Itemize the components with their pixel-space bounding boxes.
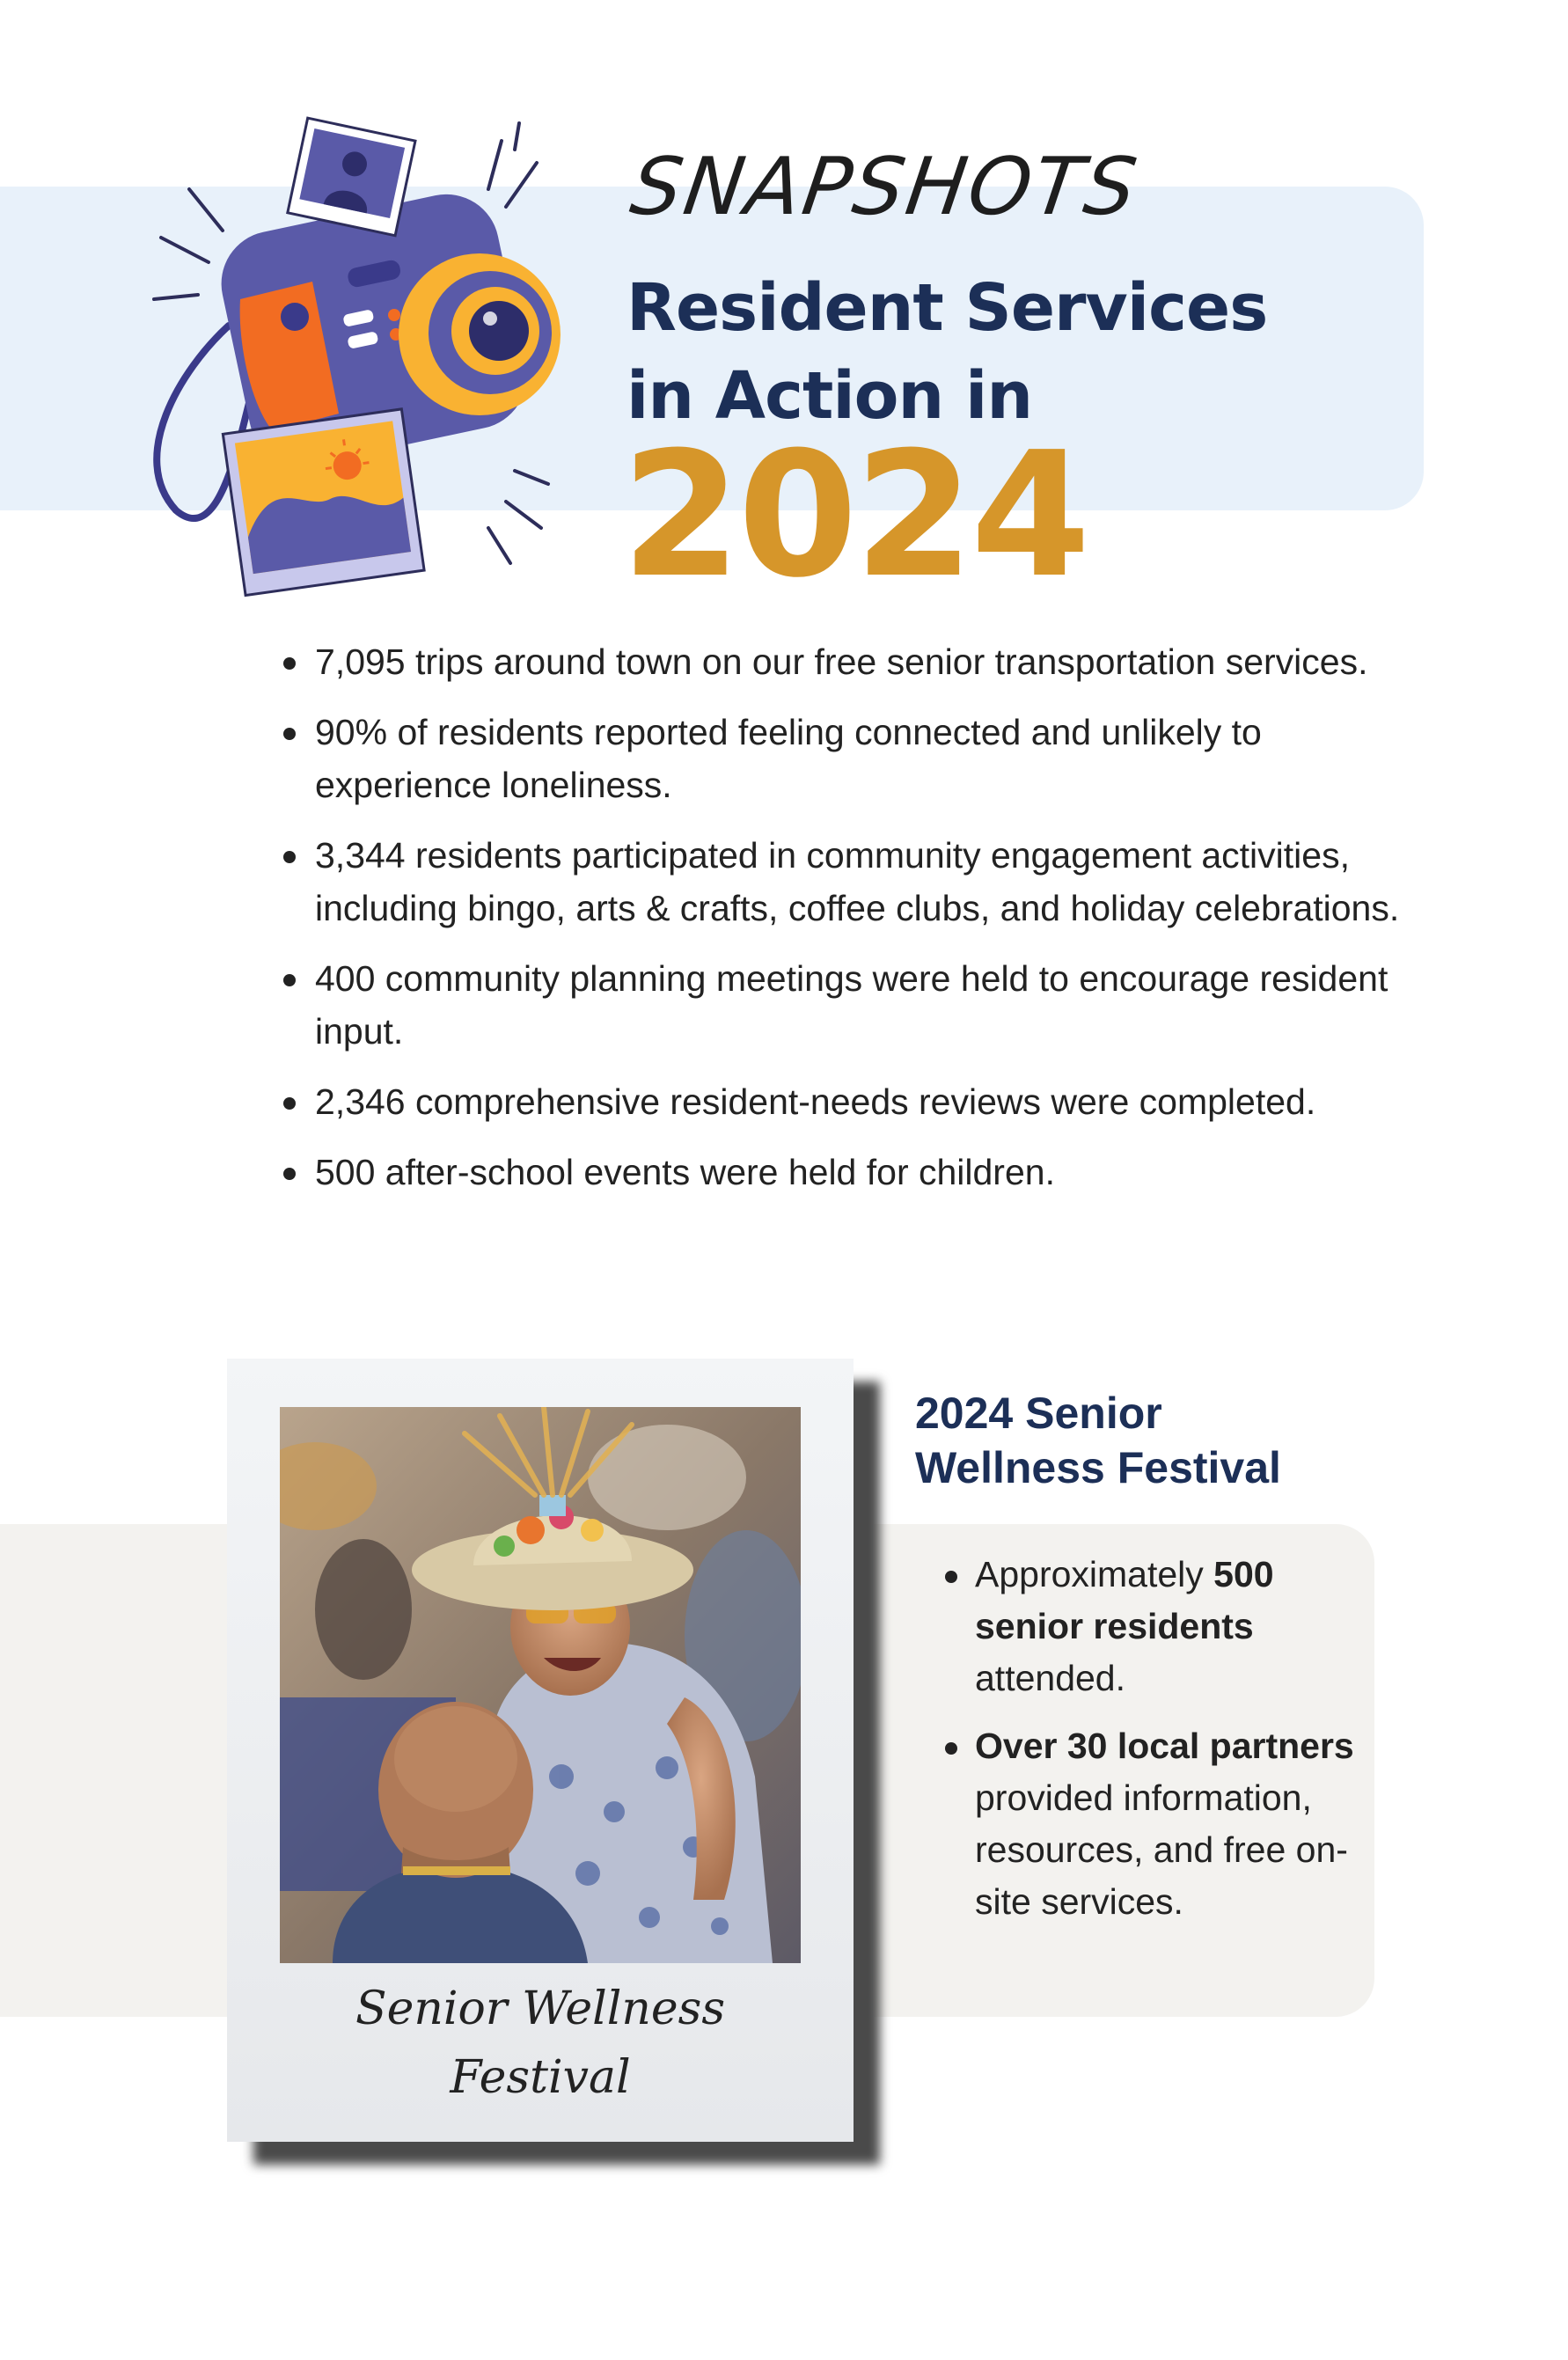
polaroid-frame — [227, 1359, 854, 2142]
polaroid-caption — [227, 1975, 854, 2112]
festival-title — [915, 1386, 1373, 1495]
festival-title-line2: Wellness Festival — [915, 1443, 1281, 1492]
festival-item2-bold: Over 30 local partners — [975, 1726, 1354, 1766]
list-item: 500 after-school events were held for children. — [280, 1146, 1424, 1198]
festival-photo — [280, 1407, 801, 1963]
page-title-line1: Resident Services — [626, 270, 1268, 346]
stats-list — [280, 635, 1424, 1216]
festival-item1-post: attended. — [975, 1658, 1125, 1698]
list-item: 400 community planning meetings were held to encourage resident input. — [280, 952, 1424, 1058]
festival-title-line1: 2024 Senior — [915, 1389, 1162, 1438]
festival-item1-bold: 500 senior residents — [975, 1554, 1274, 1646]
list-item: 90% of residents reported feeling connected and unlikely to experience loneliness. — [280, 706, 1424, 811]
list-item: 3,344 residents participated in community engagement activities, including bingo, arts & crafts, coffee clubs, and holiday celebrations. — [280, 829, 1424, 934]
festival-item2-post: provided information, resources, and free on-site services. — [975, 1777, 1348, 1922]
list-item: 2,346 comprehensive resident-needs reviews were completed. — [280, 1075, 1424, 1128]
kicker-title: SNAPSHOTS — [625, 141, 1145, 233]
page-title — [626, 264, 1267, 440]
list-item: 7,095 trips around town on our free senior transportation services. — [280, 635, 1424, 688]
page-title-line2: in Action in — [626, 358, 1033, 434]
festival-list — [943, 1549, 1357, 1944]
list-item — [943, 1549, 1357, 1704]
list-item — [943, 1720, 1357, 1928]
year-heading: 2024 — [621, 415, 1088, 616]
polaroid-caption-line2: Festival — [450, 2051, 631, 2104]
festival-item1-pre: Approximately — [975, 1554, 1214, 1594]
camera-with-photos-icon — [128, 114, 585, 607]
polaroid-caption-line1: Senior Wellness — [355, 1983, 726, 2035]
